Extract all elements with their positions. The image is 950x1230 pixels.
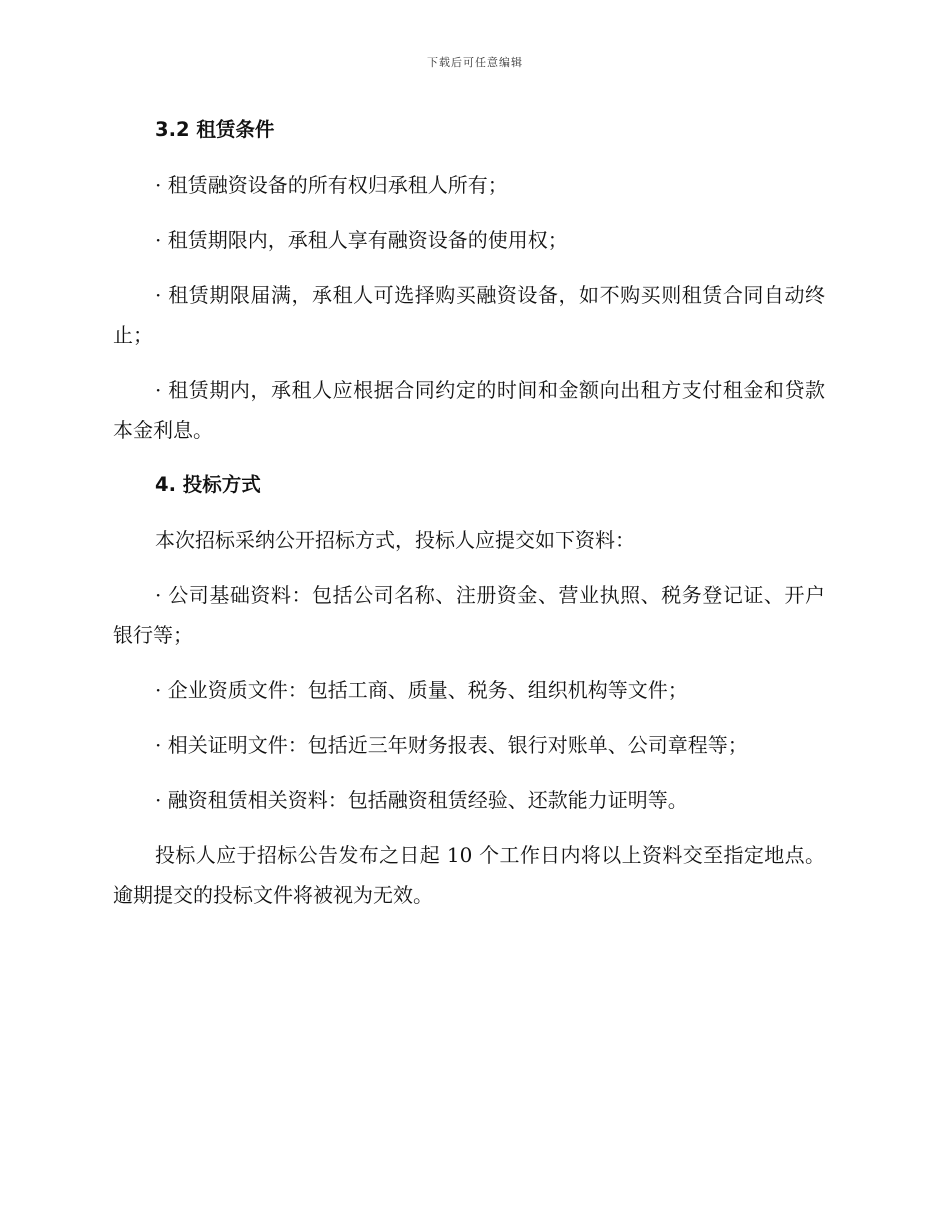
list-item: · 相关证明文件：包括近三年财务报表、银行对账单、公司章程等； xyxy=(155,733,748,757)
page-header-note: 下载后可任意编辑 xyxy=(427,56,523,69)
list-item: · 融资租赁相关资料：包括融资租赁经验、还款能力证明等。 xyxy=(155,788,688,812)
list-item: · 租赁期限内，承租人享有融资设备的使用权； xyxy=(155,228,568,252)
closing-paragraph: 投标人应于招标公告发布之日起 10 个工作日内将以上资料交至指定地点。逾期提交的投标文件将被视为无效。 xyxy=(113,843,825,907)
list-item: · 租赁融资设备的所有权归承租人所有； xyxy=(155,173,508,197)
section-intro: 本次招标采纳公开招标方式，投标人应提交如下资料： xyxy=(155,528,635,552)
section-heading-4: 4. 投标方式 xyxy=(155,473,261,496)
list-item: · 公司基础资料：包括公司名称、注册资金、营业执照、税务登记证、开户银行等； xyxy=(113,583,825,647)
section-heading-3-2: 3.2 租赁条件 xyxy=(155,118,275,141)
document-body xyxy=(113,110,825,930)
list-item: · 租赁期内，承租人应根据合同约定的时间和金额向出租方支付租金和贷款本金利息。 xyxy=(113,378,825,442)
list-item: · 企业资质文件：包括工商、质量、税务、组织机构等文件； xyxy=(155,678,688,702)
list-item: · 租赁期限届满，承租人可选择购买融资设备，如不购买则租赁合同自动终止； xyxy=(113,283,825,347)
